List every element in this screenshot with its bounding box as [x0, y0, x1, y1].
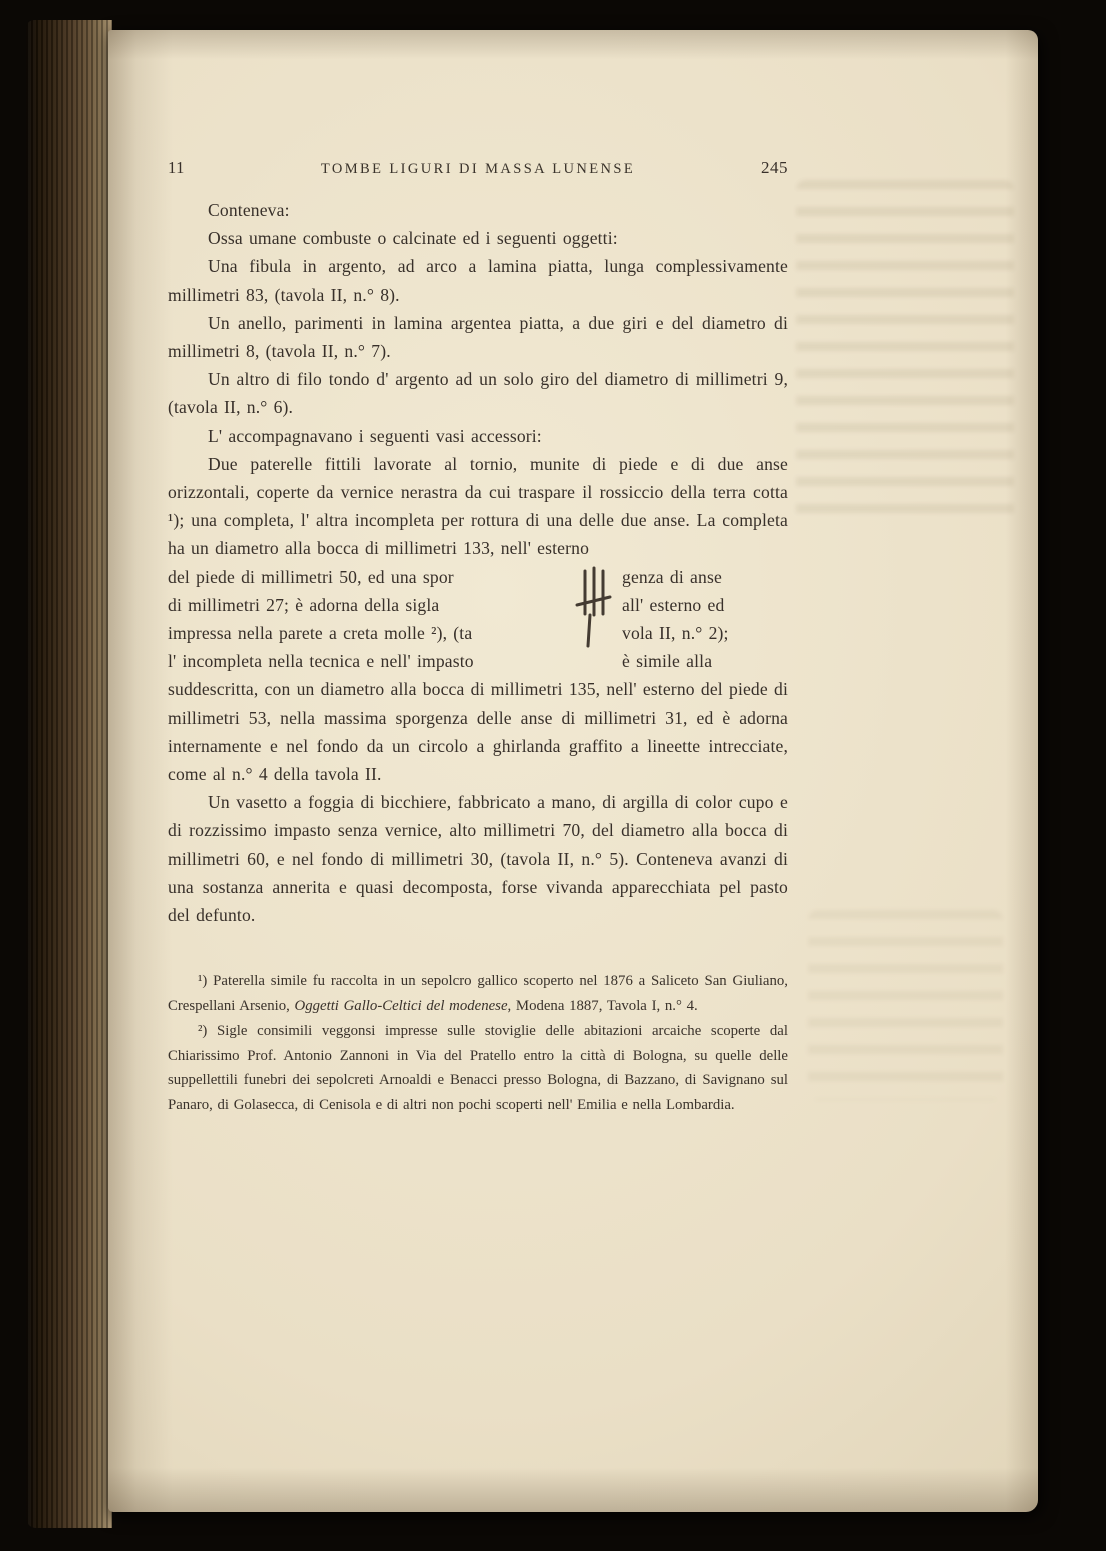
show-through-texture [796, 180, 1014, 520]
sigla-tally-icon [574, 566, 612, 648]
show-through-texture [808, 910, 1003, 1100]
wrap-right-column [622, 563, 788, 676]
paragraph: Ossa umane combuste o calcinate ed i seguenti oggetti: [208, 228, 618, 249]
paragraph: Una fibula in argento, ad arco a lamina piatta, lunga complessivamente millimetri 83, (tavola II, n.° 8). [168, 256, 788, 305]
scanned-page [108, 30, 1038, 1512]
footnote-1-text: , Modena 1887, Tavola I, n.° 4. [507, 998, 698, 1015]
wrap-line-left: del piede di millimetri 50, ed una spor [168, 566, 454, 587]
footnote-2: ²) Sigle consimili veggonsi impresse sulle stoviglie delle abitazioni arcaiche scoperte dal Chiarissimo Prof. Antonio Zannoni in Via del Pratello entro la città di Bologna, su quelle delle suppellettili funebri dei sepolcreti Arnoaldi e Benacci presso Bologna, di Bazzano, di Savignano sul Panaro, di Golasecca, di Cenisola e di altri non pochi scoperti nell' Emilia e nella Lombardia. [168, 1022, 788, 1114]
footnote-1-italic-title: Oggetti Gallo-Celtici del modenese [294, 998, 508, 1015]
running-title: TOMBE LIGURI DI MASSA LUNENSE [320, 161, 636, 177]
paragraph: Conteneva: [208, 200, 290, 220]
paragraph: Un vasetto a foggia di bicchiere, fabbricato a mano, di argilla di color cupo e di rozzissimo impasto senza vernice, alto millimetri 70, del diametro alla bocca di millimetri 60, e nel fondo di millimetri 30, (tavola II, n.° 5). Conteneva avanzi di una sostanza annerita e quasi decomposta, forse vivanda apparecchiata pel pasto del defunto. [168, 792, 788, 926]
book-page-edges [26, 20, 112, 1528]
footnote-1-text: ¹) Paterella simile fu raccolta in un sepolcro gallico scoperto nel 1876 a Saliceto San Giuliano, Crespellani Arsenio, [168, 973, 788, 1015]
paragraph: Due paterelle fittili lavorate al tornio, munite di piede e di due anse orizzontali, coperte da vernice nerastra da cui traspare il rossiccio della terra cotta ¹); una completa, l' altra incompleta per rottura di una delle due anse. La completa ha un diametro alla bocca di millimetri 133, nell' esterno [168, 453, 788, 559]
page-header [168, 158, 788, 178]
text-wrap-around-figure [168, 563, 788, 676]
wrap-line-right: all' esterno ed [622, 594, 725, 615]
paragraph: suddescritta, con un diametro alla bocca di millimetri 135, nell' esterno del piede di millimetri 53, nella massima sporgenza delle anse di millimetri 31, ed è adorna internamente e nel fondo da un circolo a ghirlanda graffito a lineette intrecciate, come al n.° 4 della tavola II. [168, 679, 788, 785]
sigla-figure [564, 563, 622, 676]
paragraph: Un anello, parimenti in lamina argentea piatta, a due giri e del diametro di millimetri 8, (tavola II, n.° 7). [168, 312, 788, 362]
wrap-line-right: è simile alla [622, 651, 713, 672]
paragraph: Un altro di filo tondo d' argento ad un solo giro del diametro di millimetri 9, (tavola II, n.° 6). [168, 369, 788, 418]
wrap-line-left: di millimetri 27; è adorna della sigla [168, 594, 440, 615]
page-number-right: 245 [761, 158, 788, 177]
wrap-line-right: genza di anse [622, 566, 722, 587]
paragraph: L' accompagnavano i seguenti vasi accessori: [208, 425, 542, 446]
wrap-line-left: impressa nella parete a creta molle ²), (ta [168, 623, 473, 644]
wrap-left-column [168, 563, 564, 676]
text-block [168, 158, 788, 1118]
wrap-line-right: vola II, n.° 2); [622, 623, 729, 644]
page-number-left: 11 [168, 158, 185, 177]
footnote-1 [168, 969, 788, 1019]
wrap-line-left: l' incompleta nella tecnica e nell' impasto [168, 651, 474, 672]
body-text [168, 196, 788, 929]
footnotes [168, 969, 788, 1118]
